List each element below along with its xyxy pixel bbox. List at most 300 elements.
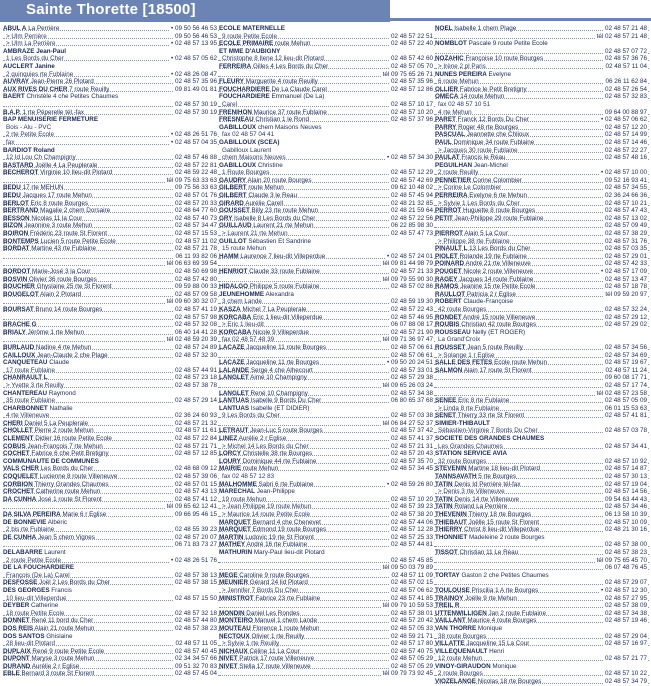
directory-entry bbox=[435, 572, 649, 580]
directory-entry bbox=[435, 321, 649, 329]
entry-phone: 02 48 57 10 92 bbox=[604, 457, 647, 465]
entry-text bbox=[6, 382, 64, 390]
entry-name: PENNETIER bbox=[435, 176, 472, 184]
entry-text bbox=[222, 147, 271, 155]
entry-address: Christian 11 Le Réau bbox=[459, 548, 519, 556]
directory-entry bbox=[435, 443, 649, 451]
entry-text bbox=[435, 162, 508, 170]
directory-entry bbox=[3, 481, 219, 489]
entry-text bbox=[438, 147, 518, 155]
entry-text bbox=[219, 124, 322, 132]
entry-name: FRENIHON bbox=[219, 108, 252, 116]
directory-entry bbox=[219, 420, 435, 428]
directory-entry bbox=[435, 405, 649, 413]
entry-address: route Mehun bbox=[248, 184, 284, 192]
entry-address: 38 route Bourges bbox=[438, 632, 487, 640]
entry-name: AMBRAZE Jean-Paul bbox=[3, 47, 66, 55]
entry-address: 1 rte Péperelle tél.-fax bbox=[22, 108, 85, 116]
entry-text bbox=[219, 314, 322, 322]
entry-phone: 02 48 57 47 43 bbox=[604, 207, 647, 215]
entry-address: fax 02 48 57 04 41 bbox=[222, 131, 275, 139]
entry-phone: 02 48 57 05 09 bbox=[604, 397, 647, 405]
entry-phone: 02 48 57 14 87 bbox=[604, 465, 647, 473]
entry-name: GOUSSET bbox=[219, 207, 250, 215]
entry-phone: 02 48 57 45 94 bbox=[390, 192, 433, 200]
entry-phone: 02 48 57 12 20 bbox=[604, 123, 647, 131]
entry-address: > Philippe 38 rte Fublaine bbox=[438, 237, 510, 245]
entry-text bbox=[435, 663, 517, 671]
entry-address: René 11 bord du Cher bbox=[31, 617, 94, 625]
directory-entry bbox=[435, 390, 649, 398]
entry-name: B.A.P. bbox=[3, 108, 21, 116]
entry-text bbox=[219, 359, 319, 367]
directory-entry bbox=[219, 139, 435, 147]
entry-name: LANGLET bbox=[219, 374, 249, 382]
entry-phone: • 02 48 57 34 30 bbox=[387, 154, 433, 162]
entry-phone: 02 48 57 20 43 bbox=[390, 450, 433, 458]
entry-name: BOIRON bbox=[3, 230, 29, 238]
entry-text bbox=[435, 131, 529, 139]
entry-name: MAIRIE bbox=[219, 465, 242, 473]
directory-entry bbox=[3, 625, 219, 633]
entry-text bbox=[435, 412, 524, 420]
entry-phone: 02 48 57 19 46 bbox=[604, 617, 647, 625]
entry-phone: 02 48 57 46 95 bbox=[390, 313, 433, 321]
entry-name: PINAULT L bbox=[435, 245, 468, 253]
entry-phone: 02 48 57 40 75 bbox=[390, 647, 433, 655]
entry-text bbox=[3, 458, 99, 466]
entry-phone: 06 40 14 41 28 bbox=[174, 328, 217, 336]
entry-text bbox=[435, 595, 517, 603]
directory-entry bbox=[435, 519, 649, 527]
entry-phone: 02 48 57 05 29 bbox=[390, 655, 433, 663]
entry-text bbox=[3, 306, 102, 314]
entry-name: TATIN bbox=[435, 495, 453, 503]
directory-entry bbox=[219, 549, 435, 557]
entry-address: La Perrière bbox=[28, 25, 60, 32]
entry-address: Joëlle 4 La Peuplerale bbox=[35, 161, 98, 169]
entry-text bbox=[435, 71, 511, 79]
directory-entry bbox=[219, 71, 435, 79]
entry-address: Joëlle 15 route St Florent bbox=[468, 518, 539, 526]
entry-phone: 02 48 57 42 60 bbox=[390, 55, 433, 63]
entry-address: Nicolas 11 la Cour bbox=[31, 214, 83, 222]
entry-text bbox=[438, 101, 490, 109]
entry-phone: • 02 48 57 05 62 bbox=[171, 55, 217, 63]
entry-phone: 02 48 57 48 16 bbox=[604, 154, 647, 162]
directory-column-2 bbox=[219, 25, 435, 678]
entry-address: Monique bbox=[492, 662, 517, 670]
entry-address: Nicolas 18 rte Bourges bbox=[477, 678, 542, 686]
directory-entry bbox=[435, 367, 649, 375]
entry-address: Monique bbox=[477, 624, 503, 632]
directory-entry bbox=[3, 154, 219, 162]
directory-entry bbox=[435, 116, 649, 124]
directory-entry bbox=[3, 488, 219, 496]
directory-entry bbox=[219, 465, 435, 473]
entry-name: MATHEY bbox=[219, 541, 246, 549]
directory-entry bbox=[3, 116, 219, 124]
entry-address: > Eric 1 lieu-dit bbox=[222, 321, 264, 329]
entry-phone: • 02 48 57 06 62 bbox=[601, 116, 647, 124]
entry-text bbox=[435, 86, 527, 94]
entry-address: Daniel 5 La Peuplerale bbox=[24, 419, 89, 427]
entry-phone: 02 48 57 42 69 bbox=[390, 176, 433, 184]
entry-phone: 02 48 21 59 64 bbox=[390, 207, 433, 215]
directory-entry bbox=[3, 260, 219, 268]
entry-text bbox=[219, 367, 313, 375]
entry-address: Céline 11 La Cour bbox=[249, 647, 300, 655]
directory-entry bbox=[435, 465, 649, 473]
entry-text bbox=[222, 154, 286, 162]
entry-name: ECOLE MATERNELLE bbox=[219, 25, 286, 32]
directory-entry bbox=[219, 640, 435, 648]
entry-name: PETIT bbox=[435, 214, 453, 222]
entry-text bbox=[3, 549, 66, 557]
entry-name: CHANRAULT L bbox=[3, 374, 48, 382]
entry-phone: 02 48 57 38 23 bbox=[604, 548, 647, 556]
entry-text bbox=[219, 405, 310, 413]
directory-entry bbox=[219, 625, 435, 633]
entry-address: Christelle 38 rte Bourges bbox=[242, 450, 313, 458]
entry-name: KORCABA bbox=[219, 328, 252, 336]
entry-text bbox=[222, 169, 269, 177]
entry-address: Jacques 14 route Fublaine bbox=[459, 275, 534, 283]
entry-phone: 02 36 24 66 36 bbox=[604, 192, 647, 200]
entry-name: DONNET bbox=[3, 617, 30, 625]
entry-text bbox=[3, 109, 84, 117]
directory-entry bbox=[435, 245, 649, 253]
directory-entry bbox=[435, 481, 649, 489]
entry-phone: 02 48 57 38 13 bbox=[174, 571, 217, 579]
entry-phone: 02 48 57 29 02 bbox=[604, 321, 647, 329]
entry-name: AUX RIVES DU CHER bbox=[3, 85, 68, 93]
entry-phone: 06 22 85 98 30 bbox=[390, 222, 433, 230]
entry-address: Evelyne 6 rte Mehun bbox=[469, 192, 528, 200]
entry-phone: 02 48 57 44 80 bbox=[174, 617, 217, 625]
entry-text bbox=[219, 192, 297, 200]
directory-entry bbox=[3, 579, 219, 587]
entry-phone: tél 02 48 57 21 48 bbox=[596, 32, 647, 40]
entry-phone: 02 48 57 34 38 bbox=[604, 609, 647, 617]
entry-text bbox=[435, 435, 544, 443]
entry-phone: tél 09 75 65 45 70 bbox=[596, 556, 647, 564]
entry-phone: 02 48 57 01 76 bbox=[174, 192, 217, 200]
entry-address: Pierre 2 route Mehun bbox=[34, 427, 94, 435]
entry-address: Jean-Michel bbox=[473, 161, 508, 169]
entry-text bbox=[219, 427, 323, 435]
entry-phone: 02 48 57 32 24 bbox=[604, 305, 647, 313]
entry-address: 2 quinquies rte Fublaine bbox=[6, 70, 74, 78]
directory-entry bbox=[435, 207, 649, 215]
entry-name: MARECHAL bbox=[219, 488, 256, 496]
directory-entry bbox=[435, 86, 649, 94]
entry-name: BOSVIN bbox=[3, 275, 28, 283]
entry-name: BEDU bbox=[3, 184, 21, 192]
entry-text bbox=[219, 648, 300, 656]
entry-address: Laurence 7 lieu-dit Villeperdue bbox=[240, 252, 326, 260]
entry-text bbox=[222, 496, 266, 504]
entry-name: FOUCHARDIERE bbox=[219, 93, 270, 101]
entry-phone: 02 48 57 30 19 bbox=[174, 108, 217, 116]
directory-entry bbox=[219, 321, 435, 329]
entry-address: Aurélie 2 r Eglise bbox=[238, 435, 287, 443]
entry-text bbox=[435, 298, 513, 306]
entry-name: NICHAUX bbox=[219, 647, 248, 655]
entry-text bbox=[435, 450, 507, 458]
entry-address: 2 rte Petite Ecole bbox=[6, 131, 54, 139]
entry-text bbox=[219, 253, 325, 261]
entry-address: fax 02 48 57 48 39 bbox=[222, 336, 275, 344]
entry-text bbox=[219, 390, 308, 398]
directory-entry bbox=[219, 633, 435, 641]
entry-name: LALANDE bbox=[219, 366, 250, 374]
directory-entry bbox=[3, 207, 219, 215]
entry-text bbox=[435, 329, 525, 337]
entry-name: BIZON bbox=[3, 222, 23, 230]
entry-address: Roland La Perrière bbox=[454, 503, 508, 511]
entry-phone: 02 48 57 25 33 bbox=[390, 533, 433, 541]
entry-address: Denis Id Perrière tél-fax bbox=[454, 480, 521, 488]
directory-entry bbox=[3, 390, 219, 398]
entry-address: 3 chem Lande bbox=[222, 298, 262, 306]
directory-entry bbox=[219, 63, 435, 71]
entry-text bbox=[438, 427, 538, 435]
directory-entry bbox=[435, 260, 649, 268]
entry-phone: 02 48 57 35 70 bbox=[390, 457, 433, 465]
entry-phone: 09 50 56 46 53 bbox=[174, 32, 217, 40]
entry-phone: 02 48 57 35 96 bbox=[174, 78, 217, 86]
entry-name: CROCHET bbox=[3, 488, 35, 496]
entry-text bbox=[219, 139, 280, 147]
entry-phone: 02 48 57 20 33 bbox=[174, 199, 217, 207]
entry-address: Eric 8 rte Fublaine bbox=[458, 397, 510, 405]
entry-name: PASCUAL bbox=[435, 131, 465, 139]
directory-entry bbox=[3, 147, 219, 155]
directory-entry bbox=[435, 640, 649, 648]
entry-address: Christian 1 le Rond bbox=[255, 116, 309, 124]
entry-phone: 09 60 08 17 71 bbox=[604, 374, 647, 382]
entry-text bbox=[3, 519, 67, 527]
directory-entry bbox=[3, 602, 219, 610]
entry-phone: 02 48 57 38 09 bbox=[604, 602, 647, 610]
entry-name: TATIN bbox=[435, 503, 453, 511]
entry-name: COCHET bbox=[3, 450, 30, 458]
entry-address: Aimé 10 Champigny bbox=[250, 374, 307, 382]
directory-entry bbox=[219, 617, 435, 625]
directory-entry bbox=[219, 329, 435, 337]
entry-name: VINOY-GIRAUDON bbox=[435, 662, 491, 670]
directory-entry bbox=[219, 40, 435, 48]
directory-entry bbox=[435, 93, 649, 101]
entry-phone: 02 48 57 32 18 bbox=[174, 609, 217, 617]
directory-entry bbox=[3, 109, 219, 117]
directory-entry bbox=[3, 420, 219, 428]
entry-phone: 02 48 57 18 78 bbox=[604, 283, 647, 291]
entry-address: Jean-Philippe bbox=[256, 488, 295, 496]
directory-entry bbox=[219, 86, 435, 94]
entry-text bbox=[3, 245, 96, 253]
directory-entry bbox=[3, 503, 219, 511]
entry-address: Frédéric 23 route St Florent bbox=[29, 230, 107, 238]
entry-name: MARQUET bbox=[219, 518, 251, 526]
entry-text bbox=[3, 602, 58, 610]
directory-entry bbox=[435, 184, 649, 192]
entry-name: MALHOMME bbox=[219, 480, 257, 488]
entry-text bbox=[222, 245, 266, 253]
entry-address: Patricia 2 r Eglise bbox=[466, 290, 516, 298]
entry-text bbox=[3, 222, 92, 230]
entry-name: VAN THORRE bbox=[435, 624, 477, 632]
entry-phone: 02 48 57 11 02 bbox=[175, 237, 217, 245]
entry-name: SOCIETE DES GRANDES CHAUMES bbox=[435, 435, 545, 443]
entry-phone: 02 48 57 34 41 bbox=[604, 442, 647, 450]
entry-name: FRESNEAU bbox=[219, 116, 254, 124]
directory-entry bbox=[219, 25, 435, 33]
directory-entry bbox=[219, 496, 435, 504]
directory-entry bbox=[435, 276, 649, 284]
entry-address: 12 route Mehun bbox=[438, 655, 483, 663]
entry-address: > Irène 2 pl Paris bbox=[438, 62, 486, 70]
entry-phone: 02 48 57 41 12 bbox=[174, 495, 217, 503]
directory-entry bbox=[219, 169, 435, 177]
entry-text bbox=[435, 40, 548, 48]
directory-entry bbox=[3, 648, 219, 656]
entry-text bbox=[219, 549, 325, 557]
directory-entry bbox=[435, 648, 649, 656]
directory-entry bbox=[219, 124, 435, 132]
entry-text bbox=[222, 412, 280, 420]
entry-name: DE LA FOUCHARDIERE bbox=[3, 564, 75, 572]
entry-phone: 02 48 57 10 20 bbox=[390, 495, 433, 503]
entry-phone: 02 48 57 38 23 bbox=[174, 624, 217, 632]
directory-entry bbox=[219, 230, 435, 238]
entry-phone: • 02 48 57 17 09 bbox=[601, 268, 647, 275]
entry-name: HENRIOT bbox=[219, 268, 248, 275]
directory-entry bbox=[3, 78, 219, 86]
entry-address: 15 route Mehun bbox=[222, 245, 267, 253]
directory-entry bbox=[219, 336, 435, 344]
entry-phone: 02 48 57 37 96 bbox=[390, 116, 433, 124]
entry-phone: 02 48 57 15 50 bbox=[174, 594, 217, 602]
entry-name: BONTEMPS bbox=[3, 237, 39, 245]
entry-name: GABILLOUX bbox=[219, 161, 257, 169]
entry-text bbox=[3, 648, 104, 656]
directory-column-1 bbox=[3, 25, 219, 678]
directory-entry bbox=[219, 579, 435, 587]
entry-address: Madeleine 2 route Bourges bbox=[468, 533, 545, 541]
entry-phone: 02 48 57 22 27 bbox=[604, 146, 647, 154]
entry-text bbox=[6, 154, 76, 162]
entry-name: LOURY bbox=[219, 457, 241, 465]
entry-phone: 02 48 57 12 29 bbox=[390, 169, 433, 177]
entry-address: Raymond bbox=[48, 389, 76, 397]
directory-entry bbox=[219, 481, 435, 489]
entry-name: BEDU bbox=[3, 192, 21, 200]
entry-phone: 02 48 57 06 61 bbox=[390, 351, 433, 359]
directory-entry bbox=[219, 101, 435, 109]
entry-text bbox=[435, 207, 535, 215]
directory-entry bbox=[219, 291, 435, 299]
entry-address: André 16 rte Fublaine bbox=[246, 541, 308, 549]
entry-text bbox=[219, 222, 314, 230]
directory-entry bbox=[3, 336, 219, 344]
entry-name: NIVET bbox=[219, 662, 238, 670]
entry-text bbox=[219, 625, 319, 633]
entry-text bbox=[3, 291, 81, 299]
directory-entry bbox=[435, 283, 649, 291]
entry-text bbox=[435, 481, 521, 489]
entry-text bbox=[435, 549, 518, 557]
entry-address: Bernard 3 route St Florent bbox=[21, 670, 95, 678]
entry-phone: 06 01 15 53 63 bbox=[604, 404, 647, 412]
entry-text bbox=[438, 63, 486, 71]
directory-entry bbox=[435, 131, 649, 139]
entry-text bbox=[219, 481, 314, 489]
entry-address: Isabelle (ET DIDIER) bbox=[250, 404, 310, 412]
entry-phone: tél 09 79 10 59 53 bbox=[382, 602, 433, 610]
directory-entry bbox=[219, 587, 435, 595]
entry-address: Christian 42 route Bourges bbox=[461, 321, 537, 329]
entry-name: PAUL bbox=[435, 138, 452, 146]
entry-name: ABUL A bbox=[3, 25, 27, 32]
entry-name: CHARBONNET bbox=[3, 404, 48, 412]
directory-entry bbox=[3, 124, 219, 132]
entry-phone: tél 09 79 55 90 30 bbox=[382, 275, 433, 283]
entry-name: BRACHE G bbox=[3, 321, 37, 329]
entry-text bbox=[435, 473, 516, 481]
directory-entry bbox=[3, 595, 219, 603]
entry-address: Bernard 4 che Chenevet bbox=[252, 518, 321, 526]
directory-entry bbox=[219, 610, 435, 618]
directory-entry bbox=[219, 55, 435, 63]
directory-entry bbox=[3, 655, 219, 663]
entry-text bbox=[6, 640, 55, 648]
entry-text bbox=[222, 131, 274, 139]
directory-entry bbox=[219, 253, 435, 261]
entry-name: THONNIET bbox=[435, 533, 468, 541]
entry-phone: 06 71 83 73 27 bbox=[174, 541, 217, 549]
entry-name: ROBERT bbox=[435, 298, 462, 306]
entry-text bbox=[3, 473, 117, 481]
entry-phone: 06 07 88 08 17 bbox=[390, 321, 433, 329]
entry-name: SENET bbox=[435, 412, 456, 420]
directory-column-3 bbox=[435, 25, 649, 686]
entry-address: Denis 14 rte Villeneuve bbox=[454, 495, 520, 503]
entry-name: DELABARRE bbox=[3, 548, 43, 556]
entry-text bbox=[219, 207, 318, 215]
directory-entry bbox=[435, 352, 649, 360]
entry-address: Catherine route Mehun bbox=[35, 488, 101, 496]
entry-text bbox=[3, 443, 103, 451]
entry-phone: 02 48 57 09 58 bbox=[174, 290, 217, 298]
entry-text bbox=[435, 465, 540, 473]
entry-text bbox=[219, 109, 327, 117]
directory-entry bbox=[219, 488, 435, 496]
entry-phone: 02 48 57 38 29 bbox=[604, 230, 647, 238]
entry-name: ROUBIS bbox=[435, 321, 460, 329]
entry-address: 1 Route Bourges bbox=[222, 169, 270, 177]
entry-text bbox=[3, 329, 84, 337]
entry-address: Jérôme 1 rte Mehun bbox=[27, 328, 84, 336]
directory-entry bbox=[219, 534, 435, 542]
entry-address: Nicole 9 Villeperdue bbox=[252, 328, 309, 336]
entry-address: Rolande 19 rte Fublaine bbox=[459, 252, 527, 260]
entry-phone: 02 48 57 41 19 bbox=[174, 305, 217, 313]
directory-entry bbox=[219, 526, 435, 534]
entry-phone: 06 26 11 62 84 bbox=[605, 78, 647, 86]
entry-phone: 02 48 57 47 73 bbox=[390, 230, 433, 238]
